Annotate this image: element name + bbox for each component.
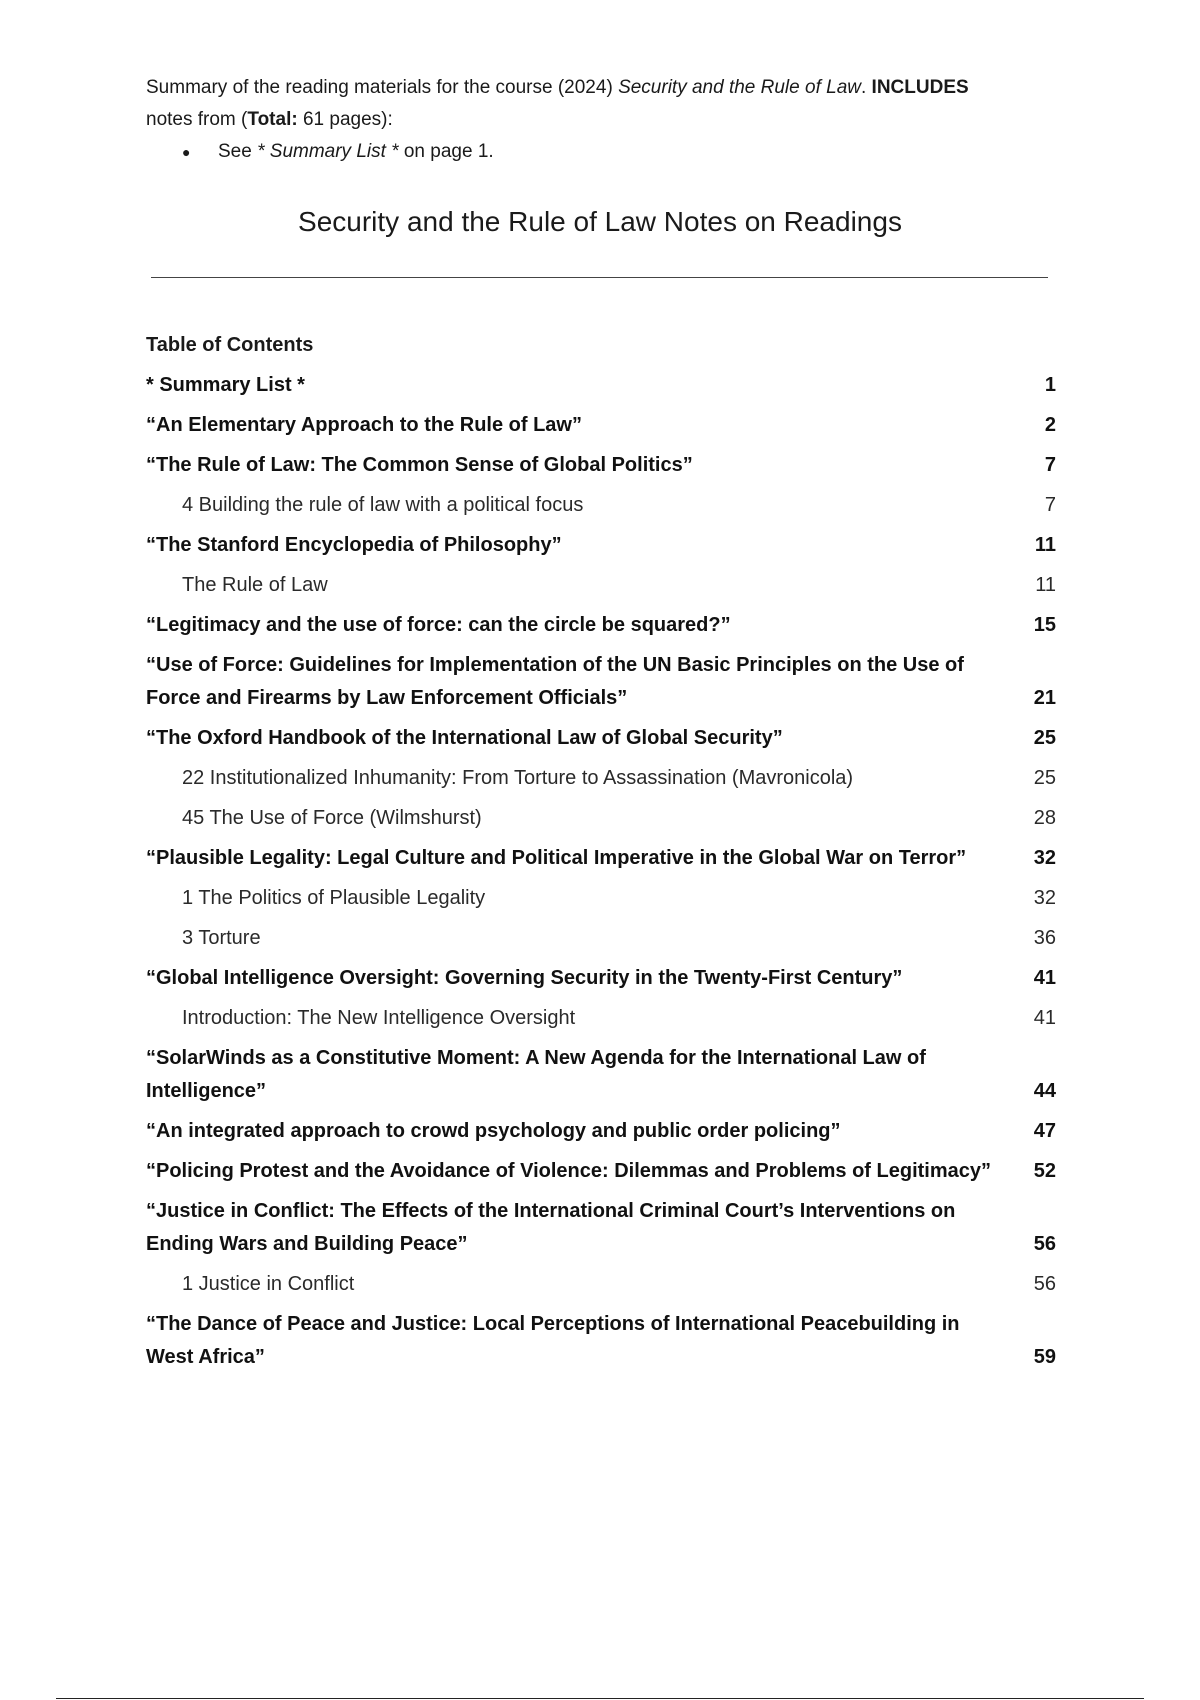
- toc-entry[interactable]: [146, 485, 1056, 525]
- includes-label: INCLUDES: [871, 77, 969, 98]
- toc-entry-page[interactable]: 21: [1033, 686, 1056, 709]
- toc-entry-page[interactable]: 25: [1033, 726, 1056, 749]
- toc-entry[interactable]: [146, 958, 1056, 998]
- toc-entry-label[interactable]: 4 Building the rule of law with a political focus: [182, 493, 584, 516]
- toc-entry-label[interactable]: “The Stanford Encyclopedia of Philosophy”: [146, 533, 562, 556]
- toc-entry-label[interactable]: “Plausible Legality: Legal Culture and Political Imperative in the Global War on Terror”: [146, 846, 967, 869]
- total-label: Total:: [247, 109, 298, 130]
- toc-entry-page[interactable]: 41: [1033, 1006, 1056, 1029]
- table-of-contents: [146, 325, 1056, 1377]
- toc-entry-page[interactable]: 32: [1033, 846, 1056, 869]
- toc-entry[interactable]: [146, 1151, 1056, 1191]
- toc-entry[interactable]: [146, 645, 1056, 718]
- toc-entry-label[interactable]: “Use of Force: Guidelines for Implementation of the UN Basic Principles on the Use of Force and Firearms by Law Enforcement Officials”: [146, 653, 964, 709]
- toc-entry-page[interactable]: 15: [1033, 613, 1056, 636]
- toc-entry-page[interactable]: 28: [1033, 806, 1056, 829]
- toc-entry[interactable]: [146, 718, 1056, 758]
- summary-list-link[interactable]: * Summary List *: [257, 141, 399, 162]
- toc-entry-page[interactable]: 11: [1034, 533, 1056, 556]
- toc-entry-page[interactable]: 59: [1033, 1345, 1056, 1368]
- toc-entry-label[interactable]: 1 Justice in Conflict: [182, 1272, 355, 1295]
- toc-entry[interactable]: [146, 565, 1056, 605]
- toc-entry-label[interactable]: 3 Torture: [182, 926, 261, 949]
- document-title: Security and the Rule of Law Notes on Readings: [298, 206, 902, 237]
- footer-divider: [56, 1698, 1144, 1699]
- toc-entry-label[interactable]: “Policing Protest and the Avoidance of Violence: Dilemmas and Problems of Legitimacy”: [146, 1159, 992, 1182]
- intro-block: [146, 72, 1046, 168]
- toc-entry[interactable]: [146, 998, 1056, 1038]
- toc-entry-label[interactable]: Introduction: The New Intelligence Oversight: [182, 1006, 576, 1029]
- toc-entry-page[interactable]: 11: [1035, 573, 1056, 596]
- toc-entry-label[interactable]: 1 The Politics of Plausible Legality: [182, 886, 486, 909]
- toc-entry-page[interactable]: 7: [1044, 493, 1056, 516]
- toc-entry[interactable]: [146, 445, 1056, 485]
- toc-entry-label[interactable]: 22 Institutionalized Inhumanity: From Torture to Assassination (Mavronicola): [182, 766, 854, 789]
- title-divider: [151, 277, 1048, 278]
- toc-entry-label[interactable]: * Summary List *: [146, 373, 305, 396]
- toc-entry-label[interactable]: “The Dance of Peace and Justice: Local Perceptions of International Peacebuilding in West Africa”: [146, 1312, 960, 1368]
- course-name: Security and the Rule of Law: [618, 77, 861, 98]
- toc-entry-label[interactable]: “Justice in Conflict: The Effects of the International Criminal Court’s Interventions on Ending Wars and Building Peace”: [146, 1199, 956, 1255]
- toc-entry-label[interactable]: “The Oxford Handbook of the International Law of Global Security”: [146, 726, 783, 749]
- toc-entry-label[interactable]: 45 The Use of Force (Wilmshurst): [182, 806, 482, 829]
- toc-entry-label[interactable]: “The Rule of Law: The Common Sense of Global Politics”: [146, 453, 693, 476]
- toc-entry[interactable]: [146, 798, 1056, 838]
- intro-line-2: notes from (Total: 61 pages):: [146, 109, 393, 130]
- toc-entry-page[interactable]: 56: [1033, 1272, 1056, 1295]
- toc-list: [146, 365, 1056, 1377]
- toc-entry[interactable]: [146, 365, 1056, 405]
- toc-entry-page[interactable]: 32: [1033, 886, 1056, 909]
- toc-entry-page[interactable]: 2: [1044, 413, 1056, 436]
- toc-entry[interactable]: [146, 1304, 1056, 1377]
- toc-entry-page[interactable]: 7: [1044, 453, 1056, 476]
- toc-entry[interactable]: [146, 1264, 1056, 1304]
- toc-heading: Table of Contents: [146, 334, 314, 356]
- toc-entry[interactable]: [146, 878, 1056, 918]
- toc-entry[interactable]: [146, 918, 1056, 958]
- list-item: ● See * Summary List * on page 1.: [146, 136, 1046, 168]
- toc-entry[interactable]: [146, 838, 1056, 878]
- toc-entry[interactable]: [146, 758, 1056, 798]
- toc-entry[interactable]: [146, 1191, 1056, 1264]
- toc-entry-label[interactable]: “An Elementary Approach to the Rule of Law”: [146, 413, 582, 436]
- toc-entry-page[interactable]: 36: [1033, 926, 1056, 949]
- toc-entry-page[interactable]: 1: [1044, 373, 1056, 396]
- bullet-icon: ●: [182, 144, 191, 160]
- toc-entry-label[interactable]: The Rule of Law: [182, 573, 328, 596]
- toc-entry-label[interactable]: “Legitimacy and the use of force: can the circle be squared?”: [146, 613, 731, 636]
- toc-entry-page[interactable]: 47: [1033, 1119, 1056, 1142]
- toc-entry[interactable]: [146, 605, 1056, 645]
- toc-entry-label[interactable]: “Global Intelligence Oversight: Governing Security in the Twenty-First Century”: [146, 966, 903, 989]
- intro-bullet-list: [146, 136, 1046, 168]
- toc-entry-label[interactable]: “An integrated approach to crowd psychology and public order policing”: [146, 1119, 841, 1142]
- toc-entry-page[interactable]: 56: [1033, 1232, 1056, 1255]
- toc-entry-page[interactable]: 25: [1033, 766, 1056, 789]
- total-value: 61 pages):: [297, 109, 393, 130]
- toc-entry[interactable]: [146, 1038, 1056, 1111]
- toc-entry-page[interactable]: 52: [1033, 1159, 1056, 1182]
- toc-entry-label[interactable]: “SolarWinds as a Constitutive Moment: A New Agenda for the International Law of Intelligence”: [146, 1046, 926, 1102]
- toc-entry[interactable]: [146, 1111, 1056, 1151]
- toc-entry-page[interactable]: 44: [1033, 1079, 1056, 1102]
- intro-line-1: Summary of the reading materials for the course (2024) Security and the Rule of Law. INCLUDES: [146, 77, 969, 98]
- toc-entry-page[interactable]: 41: [1033, 966, 1056, 989]
- toc-entry[interactable]: [146, 405, 1056, 445]
- toc-entry[interactable]: [146, 525, 1056, 565]
